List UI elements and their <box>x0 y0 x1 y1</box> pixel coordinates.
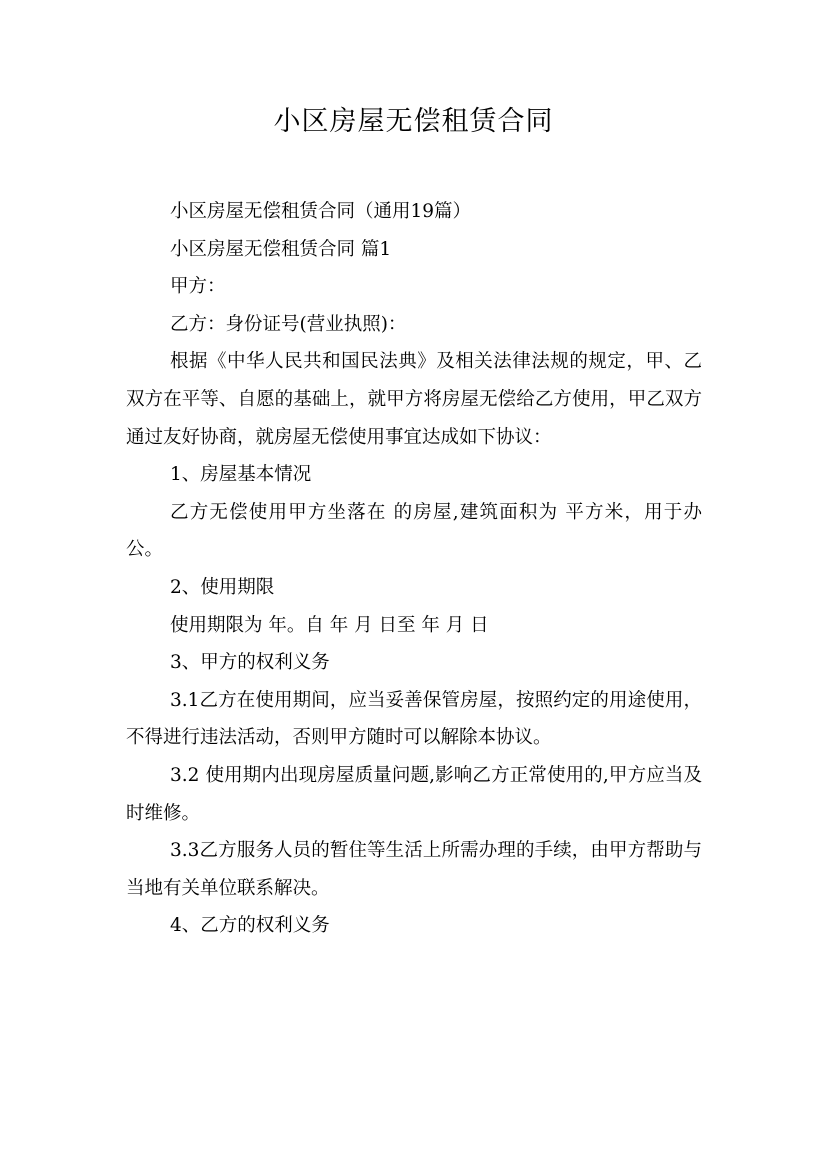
paragraph: 3.2 使用期内出现房屋质量问题,影响乙方正常使用的,甲方应当及时维修。 <box>126 764 702 824</box>
paragraph: 乙方无偿使用甲方坐落在 的房屋,建筑面积为 平方米，用于办公。 <box>126 501 702 561</box>
paragraph: 3、甲方的权利义务 <box>170 652 330 674</box>
paragraph: 3.1乙方在使用期间，应当妥善保管房屋，按照约定的用途使用，不得进行违法活动，否则甲方随时可以解除本协议。 <box>126 689 702 749</box>
document-title: 小区房屋无偿租赁合同 <box>273 106 554 137</box>
document-body <box>126 193 702 945</box>
paragraph: 3.3乙方服务人员的暂住等生活上所需办理的手续，由甲方帮助与当地有关单位联系解决。 <box>126 840 702 899</box>
paragraph: 根据《中华人民共和国民法典》及相关法律法规的规定，甲、乙双方在平等、自愿的基础上，就甲方将房屋无偿给乙方使用，甲乙双方通过友好协商，就房屋无偿使用事宜达成如下协议： <box>126 351 702 448</box>
paragraph: 使用期限为 年。自 年 月 日至 年 月 日 <box>170 614 489 636</box>
paragraph: 2、使用期限 <box>170 576 275 598</box>
paragraph: 小区房屋无偿租赁合同 篇1 <box>170 238 392 260</box>
paragraph: 小区房屋无偿租赁合同（通用19篇） <box>170 201 472 222</box>
paragraph: 4、乙方的权利义务 <box>170 915 330 937</box>
paragraph: 1、房屋基本情况 <box>170 464 312 486</box>
paragraph: 乙方：身份证号(营业执照)： <box>170 313 407 335</box>
paragraph: 甲方： <box>170 276 226 298</box>
